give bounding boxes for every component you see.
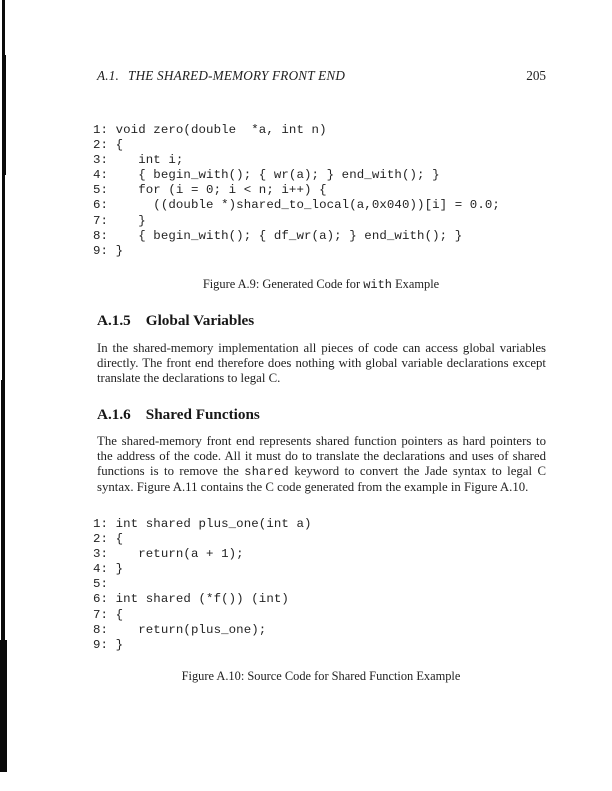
caption-keyword-with: with bbox=[363, 278, 393, 292]
code-line: 1: int shared plus_one(int a) bbox=[93, 517, 312, 531]
section-title: Global Variables bbox=[145, 312, 255, 329]
paragraph-text: The shared-memory front end represents shared function pointers as hard pointers to the address of the code. All it must do to translate the declarations and uses of shared functions is to remove the bbox=[97, 434, 546, 479]
paragraph-text: keyword to convert the Jade syntax to legal C syntax. Figure A.11 contains the C code generated from the example in Figure A.10. bbox=[97, 464, 546, 495]
section-heading-a15 bbox=[97, 312, 546, 330]
code-line: 1: void zero(double *a, int n) bbox=[93, 123, 327, 137]
figure-caption-a9 bbox=[90, 277, 552, 292]
code-line: 9: } bbox=[93, 243, 124, 258]
code-line: 3: return(a + 1); bbox=[93, 547, 244, 562]
section-heading-a16 bbox=[97, 406, 546, 424]
code-line: 6: int shared (*f()) (int) bbox=[93, 592, 289, 607]
figure-caption-a10: Figure A.10: Source Code for Shared Function Example bbox=[181, 669, 461, 683]
code-listing-figure-a9 bbox=[93, 123, 500, 259]
paragraph-shared-functions bbox=[97, 434, 546, 495]
caption-text: Example bbox=[392, 277, 440, 291]
code-line: 8: { begin_with(); { df_wr(a); } end_with(); } bbox=[93, 228, 463, 243]
header-title-text: THE SHARED-MEMORY FRONT END bbox=[128, 68, 346, 83]
code-line: 7: { bbox=[93, 607, 124, 622]
code-line: 2: { bbox=[93, 532, 124, 547]
code-line: 7: } bbox=[93, 213, 146, 228]
section-number: A.1.5 bbox=[97, 312, 131, 329]
header-title bbox=[97, 68, 345, 84]
running-header bbox=[97, 68, 546, 84]
scan-edge-artifact bbox=[0, 640, 7, 772]
code-line: 2: { bbox=[93, 138, 124, 153]
code-line: 5: for (i = 0; i < n; i++) { bbox=[93, 183, 327, 198]
code-line: 9: } bbox=[93, 637, 124, 652]
paragraph-global-variables: In the shared-memory implementation all pieces of code can access global variables directly. The front end therefore does nothing with global variable declarations except translate the declarations to legal C. bbox=[97, 341, 546, 386]
header-section-number: A.1. bbox=[97, 68, 120, 83]
code-line: 8: return(plus_one); bbox=[93, 622, 267, 637]
code-line: 4: { begin_with(); { wr(a); } end_with(); } bbox=[93, 168, 440, 183]
inline-code-shared: shared bbox=[244, 465, 289, 480]
code-line: 6: ((double *)shared_to_local(a,0x040))[i] = 0.0; bbox=[93, 198, 500, 213]
code-line: 4: } bbox=[93, 562, 124, 577]
section-title: Shared Functions bbox=[145, 406, 260, 423]
page-number: 205 bbox=[526, 68, 546, 83]
scan-edge-artifact bbox=[2, 55, 6, 175]
scan-edge-artifact bbox=[1, 380, 5, 640]
code-listing-figure-a10 bbox=[93, 517, 312, 653]
code-line: 5: bbox=[93, 577, 109, 592]
section-number: A.1.6 bbox=[97, 406, 131, 423]
caption-text: Figure A.9: Generated Code for bbox=[202, 277, 364, 291]
code-line: 3: int i; bbox=[93, 153, 184, 168]
